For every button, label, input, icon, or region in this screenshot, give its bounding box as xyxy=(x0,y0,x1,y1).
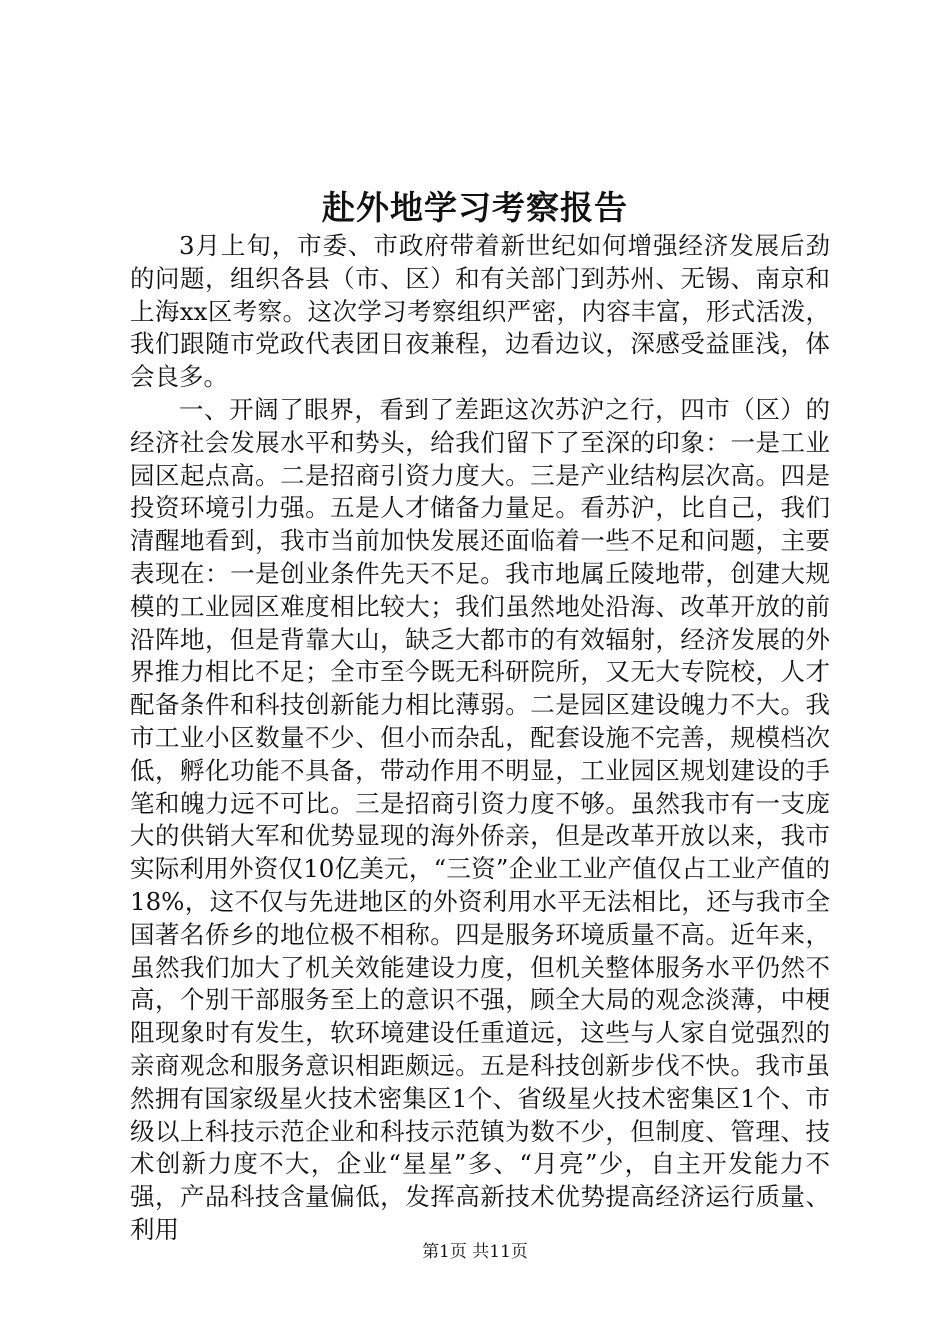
paragraph-intro: 3月上旬，市委、市政府带着新世纪如何增强经济发展后劲的问题，组织各县（市、区）和有关部门到苏州、无锡、南京和上海xx区考察。这次学习考察组织严密，内容丰富，形式活泼，我们跟随市党政代表团日夜兼程，边看边议，深感受益匪浅，体会良多。 xyxy=(130,231,830,392)
document-title: 赴外地学习考察报告 xyxy=(322,188,628,227)
paragraph-section-one: 一、开阔了眼界，看到了差距这次苏沪之行，四市（区）的经济社会发展水平和势头，给我们留下了至深的印象：一是工业园区起点高。二是招商引资力度大。三是产业结构层次高。四是投资环境引力强。五是人才储备力量足。看苏沪，比自己，我们清醒地看到，我市当前加快发展还面临着一些不足和问题，主要表现在：一是创业条件先天不足。我市地属丘陵地带，创建大规模的工业园区难度相比较大；我们虽然地处沿海、改革开放的前沿阵地，但是背靠大山，缺乏大都市的有效辐射，经济发展的外界推力相比不足；全市至今既无科研院所，又无大专院校，人才配备条件和科技创新能力相比薄弱。二是园区建设魄力不大。我市工业小区数量不少、但小而杂乱，配套设施不完善，规模档次低，孵化功能不具备，带动作用不明显，工业园区规划建设的手笔和魄力远不可比。三是招商引资力度不够。虽然我市有一支庞大的供销大军和优势显现的海外侨亲，但是改革开放以来，我市实际利用外资仅10亿美元，“三资”企业工业产值仅占工业产值的18%，这不仅与先进地区的外资利用水平无法相比，还与我市全国著名侨乡的地位极不相称。四是服务环境质量不高。近年来，虽然我们加大了机关效能建设力度，但机关整体服务水平仍然不高，个别干部服务至上的意识不强，顾全大局的观念淡薄，中梗阻现象时有发生，软环境建设任重道远，这些与人家自觉强烈的亲商观念和服务意识相距颇远。五是科技创新步伐不快。我市虽然拥有国家级星火技术密集区1个、省级星火技术密集区1个、市级以上科技示范企业和科技示范镇为数不少，但制度、管理、技术创新力度不大，企业“星星”多、“月亮”少，自主开发能力不强，产品科技含量偏低，发挥高新技术优势提高经济运行质量、利用 xyxy=(130,394,830,1244)
document-body xyxy=(130,230,830,1247)
page-footer: 第1页 共11页 xyxy=(422,1242,528,1262)
